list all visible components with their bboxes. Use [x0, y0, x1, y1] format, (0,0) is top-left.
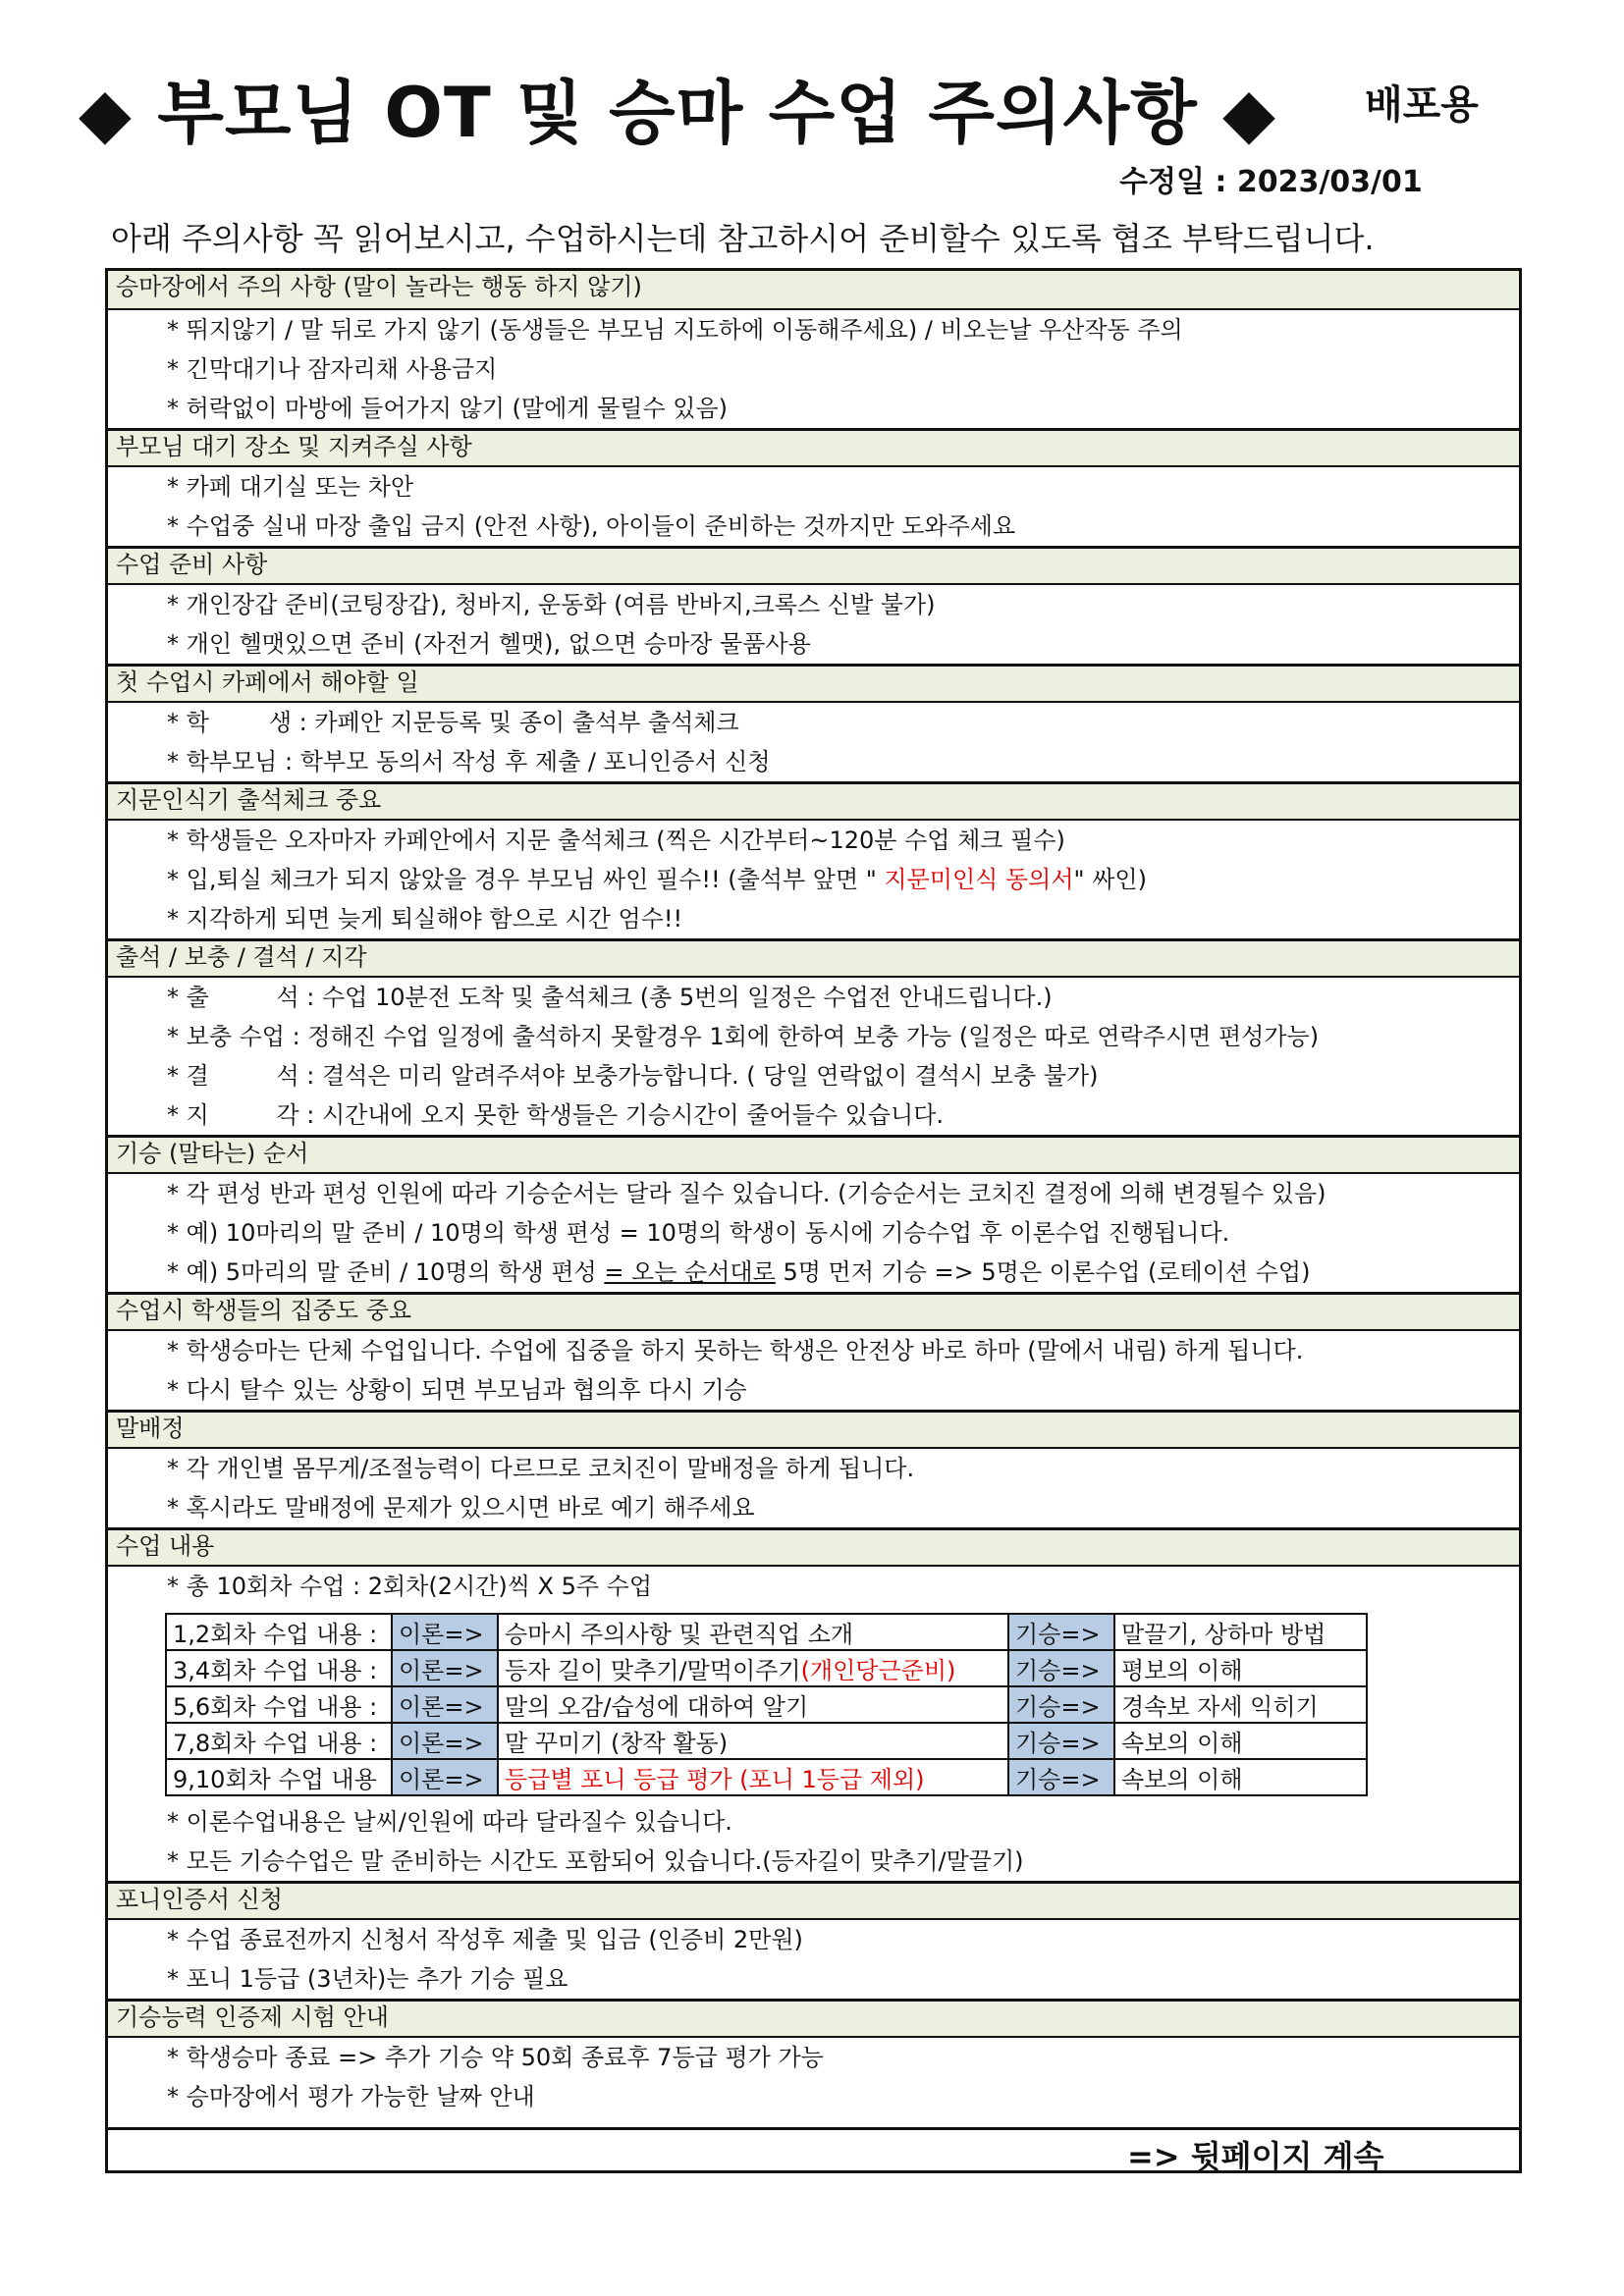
- table-row: [166, 1759, 1367, 1795]
- list-item: * 수업 종료전까지 신청서 작성후 제출 및 입금 (인증비 2만원): [167, 1926, 803, 1953]
- notice-box: [105, 268, 1522, 2173]
- table-row: [166, 1723, 1367, 1759]
- list-item: * 결 석 : 결석은 미리 알려주셔야 보충가능합니다. ( 당일 연락없이 결석시 보충 불가): [167, 1062, 1099, 1090]
- list-item: * 긴막대기나 잠자리채 사용금지: [167, 355, 498, 383]
- theory-text: 등자 길이 맞추기/말먹이주기: [505, 1657, 801, 1684]
- riding-content: 평보의 이해: [1114, 1650, 1367, 1686]
- list-item: * 학부모님 : 학부모 동의서 작성 후 제출 / 포니인증서 신청: [167, 748, 771, 775]
- theory-content: 말의 오감/습성에 대하여 알기: [498, 1686, 1008, 1723]
- list-item: * 혹시라도 말배정에 문제가 있으시면 바로 예기 해주세요: [167, 1494, 755, 1522]
- list-item: * 학 생 : 카페안 지문등록 및 종이 출석부 출석체크: [167, 709, 739, 736]
- section-header: 수업 준비 사항: [108, 546, 1519, 585]
- session-label: 3,4회차 수업 내용 :: [166, 1650, 392, 1686]
- item-text-tail: " 싸인): [1073, 866, 1147, 893]
- section-header: 부모님 대기 장소 및 지켜주실 사항: [108, 428, 1519, 467]
- riding-content: 속보의 이해: [1114, 1723, 1367, 1759]
- list-item: * 카페 대기실 또는 차안: [167, 473, 414, 501]
- theory-content: [498, 1759, 1008, 1795]
- session-label: 7,8회차 수업 내용 :: [166, 1723, 392, 1759]
- session-label: 1,2회차 수업 내용 :: [166, 1614, 392, 1650]
- list-item: * 뛰지않기 / 말 뒤로 가지 않기 (동생들은 부모님 지도하에 이동해주세요) / 비오는날 우산작동 주의: [167, 316, 1183, 344]
- session-label: 5,6회차 수업 내용 :: [166, 1686, 392, 1723]
- continue-note: => 뒷페이지 계속: [1127, 2138, 1384, 2175]
- list-item: * 출 석 : 수업 10분전 도착 및 출석체크 (총 5번의 일정은 수업전 안내드립니다.): [167, 984, 1053, 1011]
- theory-tag: 이론=>: [392, 1759, 498, 1795]
- page-title: ◆ 부모님 OT 및 승마 수업 주의사항 ◆: [79, 73, 1276, 153]
- list-item: * 지 각 : 시간내에 오지 못한 학생들은 기승시간이 줄어들수 있습니다.: [167, 1101, 945, 1129]
- section-header: 출석 / 보충 / 결석 / 지각: [108, 938, 1519, 978]
- list-item: * 예) 10마리의 말 준비 / 10명의 학생 편성 = 10명의 학생이 동시에 기승수업 후 이론수업 진행됩니다.: [167, 1219, 1230, 1247]
- section-header: 말배정: [108, 1410, 1519, 1449]
- list-item: * 개인장갑 준비(코팅장갑), 청바지, 운동화 (여름 반바지,크록스 신발 불가): [167, 591, 936, 618]
- table-row: [166, 1614, 1367, 1650]
- riding-tag: 기승=>: [1008, 1759, 1114, 1795]
- continue-row: [108, 2127, 1519, 2173]
- underlined-text: = 오는 순서대로: [604, 1258, 776, 1286]
- riding-tag: 기승=>: [1008, 1686, 1114, 1723]
- list-item: * 학생승마는 단체 수업입니다. 수업에 집중을 하지 못하는 학생은 안전상 바로 하마 (말에서 내림) 하게 됩니다.: [167, 1337, 1304, 1364]
- list-item: * 수업중 실내 마장 출입 금지 (안전 사항), 아이들이 준비하는 것까지만 도와주세요: [167, 512, 1016, 540]
- table-row: [166, 1650, 1367, 1686]
- theory-tag: 이론=>: [392, 1686, 498, 1723]
- section-header: 지문인식기 출석체크 중요: [108, 781, 1519, 821]
- theory-content: 말 꾸미기 (창작 활동): [498, 1723, 1008, 1759]
- item-text-tail: 5명 먼저 기승 => 5명은 이론수업 (로테이션 수업): [783, 1258, 1311, 1286]
- list-item: * 학생들은 오자마자 카페안에서 지문 출석체크 (찍은 시간부터~120분 수업 체크 필수): [167, 827, 1065, 854]
- riding-tag: 기승=>: [1008, 1723, 1114, 1759]
- section-header: 수업시 학생들의 집중도 중요: [108, 1292, 1519, 1331]
- list-item: [167, 1255, 1310, 1289]
- list-item: * 포니 1등급 (3년차)는 추가 기승 필요: [167, 1965, 568, 1993]
- list-item: * 허락없이 마방에 들어가지 않기 (말에게 물릴수 있음): [167, 395, 728, 422]
- theory-tag: 이론=>: [392, 1723, 498, 1759]
- list-item: * 승마장에서 평가 가능한 날짜 안내: [167, 2083, 535, 2110]
- table-row: [166, 1686, 1367, 1723]
- list-item: * 각 개인별 몸무게/조절능력이 다르므로 코치진이 말배정을 하게 됩니다.: [167, 1455, 915, 1482]
- list-item: * 지각하게 되면 늦게 퇴실해야 함으로 시간 엄수!!: [167, 905, 683, 933]
- section-header: 기승능력 인증제 시험 안내: [108, 1999, 1519, 2038]
- list-item: * 총 10회차 수업 : 2회차(2시간)씩 X 5주 수업: [167, 1573, 653, 1600]
- theory-red-note: 등급별 포니 등급 평가 (포니 1등급 제외): [505, 1766, 925, 1793]
- theory-content: [498, 1650, 1008, 1686]
- theory-red-note: (개인당근준비): [800, 1657, 956, 1684]
- section-header: 포니인증서 신청: [108, 1881, 1519, 1920]
- section-header: 기승 (말타는) 순서: [108, 1135, 1519, 1174]
- section-header: 수업 내용: [108, 1527, 1519, 1567]
- riding-content: 속보의 이해: [1114, 1759, 1367, 1795]
- revision-date: 수정일 : 2023/03/01: [1119, 165, 1423, 199]
- item-text: * 예) 5마리의 말 준비 / 10명의 학생 편성: [167, 1258, 605, 1286]
- theory-content: 승마시 주의사항 및 관련직업 소개: [498, 1614, 1008, 1650]
- red-highlight: 지문미인식 동의서: [876, 866, 1074, 893]
- list-item: * 보충 수업 : 정해진 수업 일정에 출석하지 못할경우 1회에 한하여 보충 가능 (일정은 따로 연락주시면 편성가능): [167, 1023, 1320, 1050]
- theory-tag: 이론=>: [392, 1650, 498, 1686]
- section-header: 승마장에서 주의 사항 (말이 놀라는 행동 하지 않기): [108, 271, 1519, 310]
- list-item: * 다시 탈수 있는 상황이 되면 부모님과 협의후 다시 기승: [167, 1376, 747, 1404]
- riding-content: 경속보 자세 익히기: [1114, 1686, 1367, 1723]
- theory-tag: 이론=>: [392, 1614, 498, 1650]
- list-item: [167, 863, 1147, 896]
- riding-content: 말끌기, 상하마 방법: [1114, 1614, 1367, 1650]
- list-item: * 이론수업내용은 날씨/인원에 따라 달라질수 있습니다.: [167, 1808, 732, 1836]
- session-label: 9,10회차 수업 내용: [166, 1759, 392, 1795]
- list-item: * 모든 기승수업은 말 준비하는 시간도 포함되어 있습니다.(등자길이 맞추기/말끌기): [167, 1847, 1024, 1875]
- item-text: * 입,퇴실 체크가 되지 않았을 경우 부모님 싸인 필수!! (출석부 앞면 ": [167, 866, 877, 893]
- schedule-table: [165, 1613, 1368, 1796]
- distribution-tag: 배포용: [1365, 82, 1479, 128]
- section-header: 첫 수업시 카페에서 해야할 일: [108, 664, 1519, 703]
- riding-tag: 기승=>: [1008, 1614, 1114, 1650]
- intro-text: 아래 주의사항 꼭 읽어보시고, 수업하시는데 참고하시어 준비할수 있도록 협조 부탁드립니다.: [111, 220, 1375, 257]
- list-item: * 개인 헬맷있으면 준비 (자전거 헬맷), 없으면 승마장 물품사용: [167, 630, 811, 658]
- riding-tag: 기승=>: [1008, 1650, 1114, 1686]
- list-item: * 각 편성 반과 편성 인원에 따라 기승순서는 달라 질수 있습니다. (기승순서는 코치진 결정에 의해 변경될수 있음): [167, 1180, 1326, 1207]
- list-item: * 학생승마 종료 => 추가 기승 약 50회 종료후 7등급 평가 가능: [167, 2044, 824, 2071]
